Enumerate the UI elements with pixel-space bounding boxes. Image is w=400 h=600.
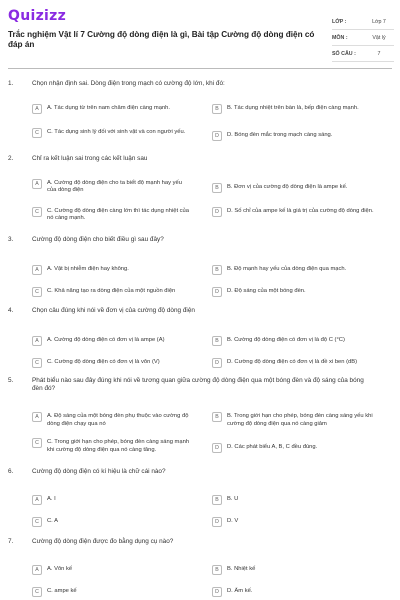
option-letter-box: C xyxy=(32,358,42,368)
meta-value: 7 xyxy=(377,50,381,57)
question-7 xyxy=(8,538,392,595)
option-text: C. Trong giới hạn cho phép, bóng đèn càng sáng mạnh khi cường độ dòng điện qua nó càng tăng. xyxy=(47,439,190,453)
option-letter-box: C xyxy=(32,287,42,297)
option-letter-box: B xyxy=(212,495,222,505)
option-letter-box: D xyxy=(212,131,222,141)
option-text: D. Cường độ dòng điện có đơn vị là đề xi ben (dB) xyxy=(227,359,358,366)
option-d[interactable] xyxy=(212,132,387,141)
option-letter-box: D xyxy=(212,517,222,527)
meta-label: SỐ CÂU : xyxy=(332,50,356,57)
option-letter-box: D xyxy=(212,587,222,597)
option-letter-box: A xyxy=(32,412,42,422)
option-letter-box: A xyxy=(32,336,42,346)
option-b[interactable] xyxy=(212,413,387,427)
option-text: A. Vật bị nhiễm điện hay không. xyxy=(47,266,129,273)
option-a[interactable] xyxy=(32,566,192,575)
option-letter-box: B xyxy=(212,565,222,575)
option-text: B. Nhiệt kế xyxy=(227,566,256,573)
question-number: 2. xyxy=(8,155,14,162)
question-number: 4. xyxy=(8,307,14,314)
option-text: A. Cường độ dòng điện có đơn vị là ampe (A) xyxy=(47,337,165,344)
option-c[interactable] xyxy=(32,518,192,527)
option-d[interactable] xyxy=(212,208,387,217)
question-number: 3. xyxy=(8,236,14,243)
option-text: C. A xyxy=(47,518,58,525)
meta-row-class xyxy=(332,14,394,30)
option-text: D. Các phát biểu A, B, C đều đúng. xyxy=(227,444,318,451)
option-a[interactable] xyxy=(32,105,192,114)
option-d[interactable] xyxy=(212,444,387,453)
option-b[interactable] xyxy=(212,105,387,114)
option-text: B. Độ mạnh hay yếu của dòng điện qua mạch. xyxy=(227,266,347,273)
option-letter-box: A xyxy=(32,565,42,575)
option-d[interactable] xyxy=(212,288,387,297)
option-d[interactable] xyxy=(212,518,387,527)
option-c[interactable] xyxy=(32,439,192,453)
option-text: D. Bóng đèn mắc trong mạch càng sáng. xyxy=(227,132,333,139)
option-text: D. V xyxy=(227,518,239,525)
option-letter-box: C xyxy=(32,207,42,217)
option-letter-box: D xyxy=(212,287,222,297)
question-3 xyxy=(8,236,392,295)
option-letter-box: B xyxy=(212,104,222,114)
option-letter-box: C xyxy=(32,517,42,527)
question-number: 7. xyxy=(8,538,14,545)
option-text: D. Số chỉ của ampe kế là giá trị của cường độ dòng điện. xyxy=(227,208,374,215)
question-number: 6. xyxy=(8,468,14,475)
option-text: A. Cường độ dòng điện cho ta biết độ mạnh hay yếu của dòng điện xyxy=(47,180,182,194)
option-letter-box: D xyxy=(212,443,222,453)
question-text: Chọn nhận định sai. Dòng điện trong mạch có cường độ lớn, khi đó: xyxy=(32,80,225,87)
option-letter-box: B xyxy=(212,265,222,275)
option-text: C. Khả năng tạo ra dòng điện của một nguồn điện xyxy=(47,288,176,295)
worksheet-title: Trắc nghiệm Vật lí 7 Cường độ dòng điện là gì, Bài tập Cường độ dòng điện có đáp án xyxy=(8,30,315,49)
option-text: A. I xyxy=(47,496,56,503)
question-text: Phát biểu nào sau đây đúng khi nói về tương quan giữa cường độ dòng điện qua một bóng đèn và độ sáng của bóng đèn đó? xyxy=(32,377,364,393)
option-text: C. ampe kế xyxy=(47,588,77,595)
option-c[interactable] xyxy=(32,588,192,597)
option-text: B. Trong giới hạn cho phép, bóng đèn càng sáng yếu khi cường độ dòng điện qua nó càng giảm xyxy=(227,413,373,427)
meta-value: Lớp 7 xyxy=(372,18,386,25)
option-letter-box: C xyxy=(32,128,42,138)
option-letter-box: C xyxy=(32,587,42,597)
question-1 xyxy=(8,80,392,139)
option-a[interactable] xyxy=(32,180,192,194)
option-letter-box: C xyxy=(32,438,42,448)
option-letter-box: A xyxy=(32,265,42,275)
question-number: 5. xyxy=(8,377,14,384)
meta-label: LỚP : xyxy=(332,18,347,25)
question-text: Cường độ dòng điện được đo bằng dụng cụ nào? xyxy=(32,538,174,545)
question-number: 1. xyxy=(8,80,14,87)
question-text: Chỉ ra kết luận sai trong các kết luận sau xyxy=(32,155,148,162)
option-letter-box: A xyxy=(32,104,42,114)
quizizz-logo: Quizizz xyxy=(8,8,67,24)
option-b[interactable] xyxy=(212,496,387,505)
option-letter-box: A xyxy=(32,495,42,505)
option-text: B. U xyxy=(227,496,239,503)
option-text: B. Đơn vị của cường độ dòng điện là ampe kế. xyxy=(227,184,348,191)
option-text: A. Vôn kế xyxy=(47,566,73,573)
option-d[interactable] xyxy=(212,359,387,368)
option-c[interactable] xyxy=(32,129,192,138)
option-letter-box: B xyxy=(212,336,222,346)
meta-row-count xyxy=(332,46,394,62)
option-text: D. Độ sáng của một bóng đèn. xyxy=(227,288,306,295)
option-b[interactable] xyxy=(212,266,387,275)
option-text: A. Độ sáng của một bóng đèn phụ thuộc vào cường độ dòng điện chạy qua nó xyxy=(47,413,189,427)
option-letter-box: B xyxy=(212,412,222,422)
meta-label: MÔN : xyxy=(332,34,348,41)
question-text: Chọn câu đúng khi nói về đơn vị của cường độ dòng điện xyxy=(32,307,195,314)
option-letter-box: B xyxy=(212,183,222,193)
option-text: A. Tác dụng từ trên nam châm điện càng mạnh. xyxy=(47,105,170,112)
option-c[interactable] xyxy=(32,359,197,368)
question-6 xyxy=(8,468,392,525)
option-text: D. Ẩm kế. xyxy=(227,588,253,595)
option-letter-box: D xyxy=(212,358,222,368)
option-text: C. Cường độ dòng điện càng lớn thì tác dụng nhiệt của nó càng mạnh. xyxy=(47,208,190,222)
option-text: B. Tác dụng nhiệt trên bàn là, bếp điện càng mạnh. xyxy=(227,105,359,112)
question-text: Cường độ dòng điện cho biết điều gì sau đây? xyxy=(32,236,164,243)
option-letter-box: D xyxy=(212,207,222,217)
option-c[interactable] xyxy=(32,208,192,222)
header-divider xyxy=(8,68,392,69)
option-a[interactable] xyxy=(32,337,197,346)
question-5 xyxy=(8,377,392,453)
option-b[interactable] xyxy=(212,337,387,346)
option-text: C. Cường độ dòng điện có đơn vị là vôn (V) xyxy=(47,359,160,366)
option-letter-box: A xyxy=(32,179,42,189)
option-c[interactable] xyxy=(32,288,197,297)
question-2 xyxy=(8,155,392,222)
option-b[interactable] xyxy=(212,566,387,575)
question-text: Cường độ dòng điện có kí hiệu là chữ cái nào? xyxy=(32,468,166,475)
option-a[interactable] xyxy=(32,413,192,427)
meta-panel xyxy=(332,14,394,62)
option-text: C. Tác dụng sinh lý đối với sinh vật và con người yếu. xyxy=(47,129,186,136)
meta-row-subject xyxy=(332,30,394,46)
option-b[interactable] xyxy=(212,184,387,193)
option-text: B. Cường độ dòng điện có đơn vị là độ C (°C) xyxy=(227,337,345,344)
option-a[interactable] xyxy=(32,496,192,505)
option-a[interactable] xyxy=(32,266,192,275)
question-4 xyxy=(8,307,392,366)
option-d[interactable] xyxy=(212,588,387,597)
meta-value: Vật lý xyxy=(372,34,386,41)
